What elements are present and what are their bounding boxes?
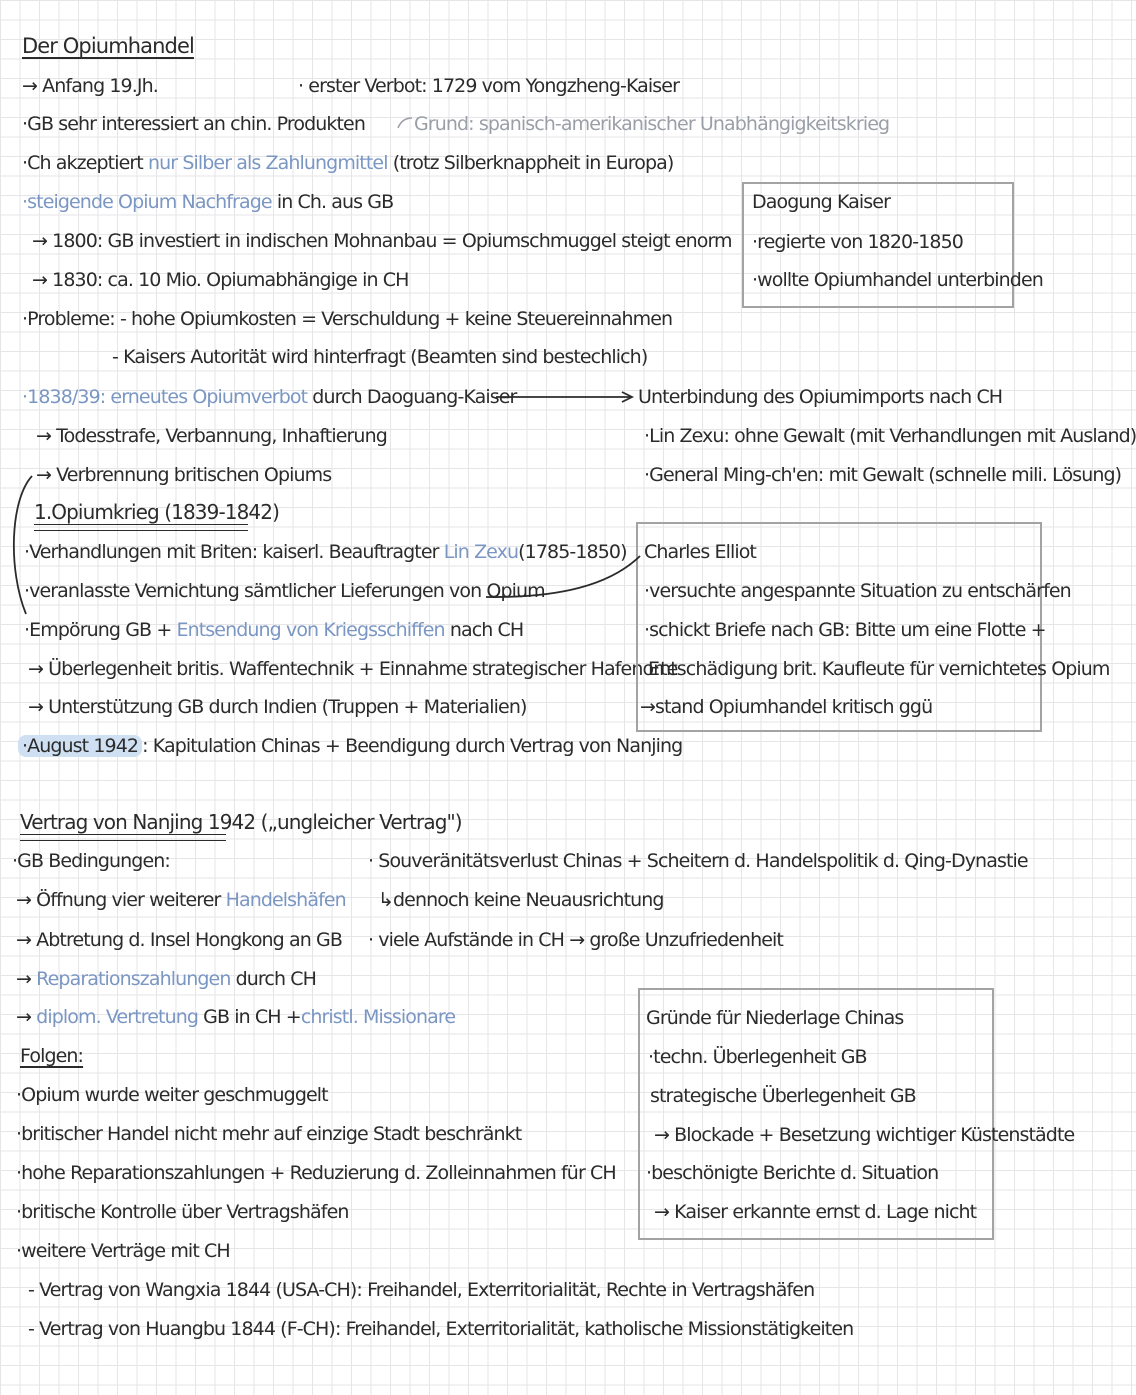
heading-folgen: Folgen: (20, 1045, 84, 1067)
text-erneutes-verbot: ·1838/39: erneutes Opiumverbot (22, 386, 308, 408)
box-daogung-kaiser (742, 182, 1043, 308)
folge-2: ·britischer Handel nicht mehr auf einzige Stadt beschränkt (16, 1123, 522, 1145)
folge-vertrag-huangbu: - Vertrag von Huangbu 1844 (F-CH): Freihandel, Exterritorialität, katholische Missionstätigkeiten (28, 1318, 854, 1340)
line-erster-verbot: · erster Verbot: 1729 vom Yongzheng-Kaiser (298, 75, 679, 97)
line-gb-interessiert: ·GB sehr interessiert an chin. Produkten (22, 113, 365, 135)
box-gruende-line-4: ·beschönigte Berichte d. Situation (646, 1162, 939, 1184)
text-verhandlungen: ·Verhandlungen mit Briten: kaiserl. Beauftragter (24, 541, 439, 563)
text-kapitulation: : Kapitulation Chinas + Beendigung durch Vertrag von Nanjing (142, 735, 683, 757)
line-veranlasste: ·veranlasste Vernichtung sämtlicher Lieferungen von Opium (24, 580, 545, 602)
text-daoguang: durch Daoguang-Kaiser (312, 386, 517, 408)
text-dip-arrow: → (16, 1006, 32, 1028)
line-august (18, 734, 682, 758)
line-aufstaende: · viele Aufstände in CH → große Unzufriedenheit (368, 929, 783, 951)
box-gruende-line-2: strategische Überlegenheit GB (650, 1085, 916, 1107)
line-verbrennung: → Verbrennung britischen Opiums (36, 464, 332, 486)
line-1830: → 1830: ca. 10 Mio. Opiumabhängige in CH (32, 269, 409, 291)
text-missionare: christl. Missionare (300, 1006, 456, 1028)
grund-hook (398, 118, 412, 128)
text-lin-zexu-years: (1785-1850) (518, 541, 627, 563)
arrow-unterbindung-head (622, 392, 632, 402)
line-grund: Grund: spanisch-amerikanischer Unabhängigkeitskrieg (414, 113, 890, 135)
box-daogung-line-1: ·regierte von 1820-1850 (752, 231, 963, 253)
folge-3: ·hohe Reparationszahlungen + Reduzierung d. Zolleinnahmen für CH (16, 1162, 616, 1184)
box-daogung-title: Daogung Kaiser (752, 191, 890, 213)
text-kriegsschiffe: Entsendung von Kriegsschiffen (176, 619, 445, 641)
box-elliot-line-1: ·versuchte angespannte Situation zu entschärfen (644, 580, 1071, 602)
box-gruende-line-3: → Blockade + Besetzung wichtiger Küstenstädte (654, 1124, 1075, 1146)
text-empoerung: ·Empörung GB + (24, 619, 172, 641)
box-gruende-line-1: ·techn. Überlegenheit GB (648, 1046, 867, 1068)
text-steigende-nachfrage: ·steigende Opium Nachfrage (22, 191, 272, 213)
box-elliot-line-4: →stand Opiumhandel kritisch ggü (640, 696, 933, 718)
line-1800: → 1800: GB investiert in indischen Mohnanbau = Opiumschmuggel steigt enorm (32, 230, 732, 252)
section-title-opiumkrieg: 1.Opiumkrieg (1839-1842) (34, 500, 279, 524)
line-ueberlegenheit: → Überlegenheit britis. Waffentechnik + Einnahme strategischer Hafenorte (28, 658, 678, 680)
line-empoerung (24, 618, 523, 642)
box-charles-elliot (636, 522, 1110, 732)
text-nur-silber: nur Silber als Zahlungmittel (147, 152, 388, 174)
double-underline-nanjing (20, 834, 226, 841)
line-anfang: → Anfang 19.Jh. (22, 75, 158, 97)
line-oeffnung (16, 888, 346, 912)
text-ungleicher-vertrag: („ungleicher Vertrag") (260, 810, 462, 834)
text-ch-akzeptiert: ·Ch akzeptiert (22, 152, 143, 174)
line-todesstrafe: → Todesstrafe, Verbannung, Inhaftierung (36, 425, 387, 447)
double-underline-opiumkrieg (34, 524, 248, 531)
text-reparationszahlungen: Reparationszahlungen (36, 968, 231, 990)
line-ch-akzeptiert (22, 151, 673, 175)
line-probleme-2: - Kaisers Autorität wird hinterfragt (Beamten sind bestechlich) (112, 346, 648, 368)
line-reparationen (16, 967, 316, 991)
line-abtretung: → Abtretung d. Insel Hongkong an GB (16, 929, 342, 951)
text-handelshaefen: Handelshäfen (225, 889, 346, 911)
text-silberknappheit: (trotz Silberknappheit in Europa) (392, 152, 674, 174)
text-nach-ch: nach CH (449, 619, 524, 641)
box-elliot-line-3: Entschädigung brit. Kaufleute für vernichtetes Opium (648, 658, 1110, 680)
folge-4: ·britische Kontrolle über Vertragshäfen (16, 1201, 349, 1223)
folge-5: ·weitere Verträge mit CH (16, 1240, 230, 1262)
text-durch-ch: durch CH (235, 968, 317, 990)
section-title-opiumhandel: Der Opiumhandel (22, 34, 194, 58)
box-gruende-title: Gründe für Niederlage Chinas (646, 1007, 904, 1029)
section-title-nanjing (20, 810, 462, 834)
line-probleme-1: ·Probleme: - hohe Opiumkosten = Verschuldung + keine Steuereinnahmen (22, 308, 673, 330)
line-gb-bedingungen: ·GB Bedingungen: (12, 850, 170, 872)
text-oeffnung: → Öffnung vier weiterer (16, 889, 221, 911)
line-general: ·General Ming-ch'en: mit Gewalt (schnelle mili. Lösung) (644, 464, 1122, 486)
line-souveraenitaet: · Souveränitätsverlust Chinas + Scheitern d. Handelspolitik d. Qing-Dynastie (368, 850, 1028, 872)
line-verhandlungen (24, 540, 627, 564)
line-lin-zexu: ·Lin Zexu: ohne Gewalt (mit Verhandlungen mit Ausland) (644, 425, 1136, 447)
line-unterstuetzung: → Unterstützung GB durch Indien (Truppen + Materialien) (28, 696, 527, 718)
text-nanjing-title: Vertrag von Nanjing 1942 (20, 810, 256, 834)
text-lin-zexu: Lin Zexu (443, 541, 519, 563)
box-gruende-line-5: → Kaiser erkannte ernst d. Lage nicht (654, 1201, 977, 1223)
line-steigende-nachfrage (22, 190, 393, 214)
folge-1: ·Opium wurde weiter geschmuggelt (16, 1084, 328, 1106)
highlight-august-1942: ·August 1942 (18, 735, 142, 757)
line-unterbindung: Unterbindung des Opiumimports nach CH (638, 386, 1003, 408)
box-elliot-title: Charles Elliot (644, 541, 756, 563)
line-1838 (22, 385, 516, 409)
text-in-ch-aus-gb: in Ch. aus GB (276, 191, 394, 213)
line-diplomatie (16, 1005, 455, 1029)
text-diplom-vertretung: diplom. Vertretung (36, 1006, 199, 1028)
folge-vertrag-wangxia: - Vertrag von Wangxia 1844 (USA-CH): Freihandel, Exterritorialität, Rechte in Vertragshäfen (28, 1279, 815, 1301)
box-elliot-line-2: ·schickt Briefe nach GB: Bitte um eine Flotte + (644, 619, 1046, 641)
text-rep-arrow: → (16, 968, 32, 990)
box-daogung-line-2: ·wollte Opiumhandel unterbinden (752, 269, 1043, 291)
text-gb-in-ch: GB in CH + (203, 1006, 301, 1028)
line-dennoch: ↳dennoch keine Neuausrichtung (378, 889, 664, 911)
box-gruende-niederlage (638, 988, 1075, 1240)
